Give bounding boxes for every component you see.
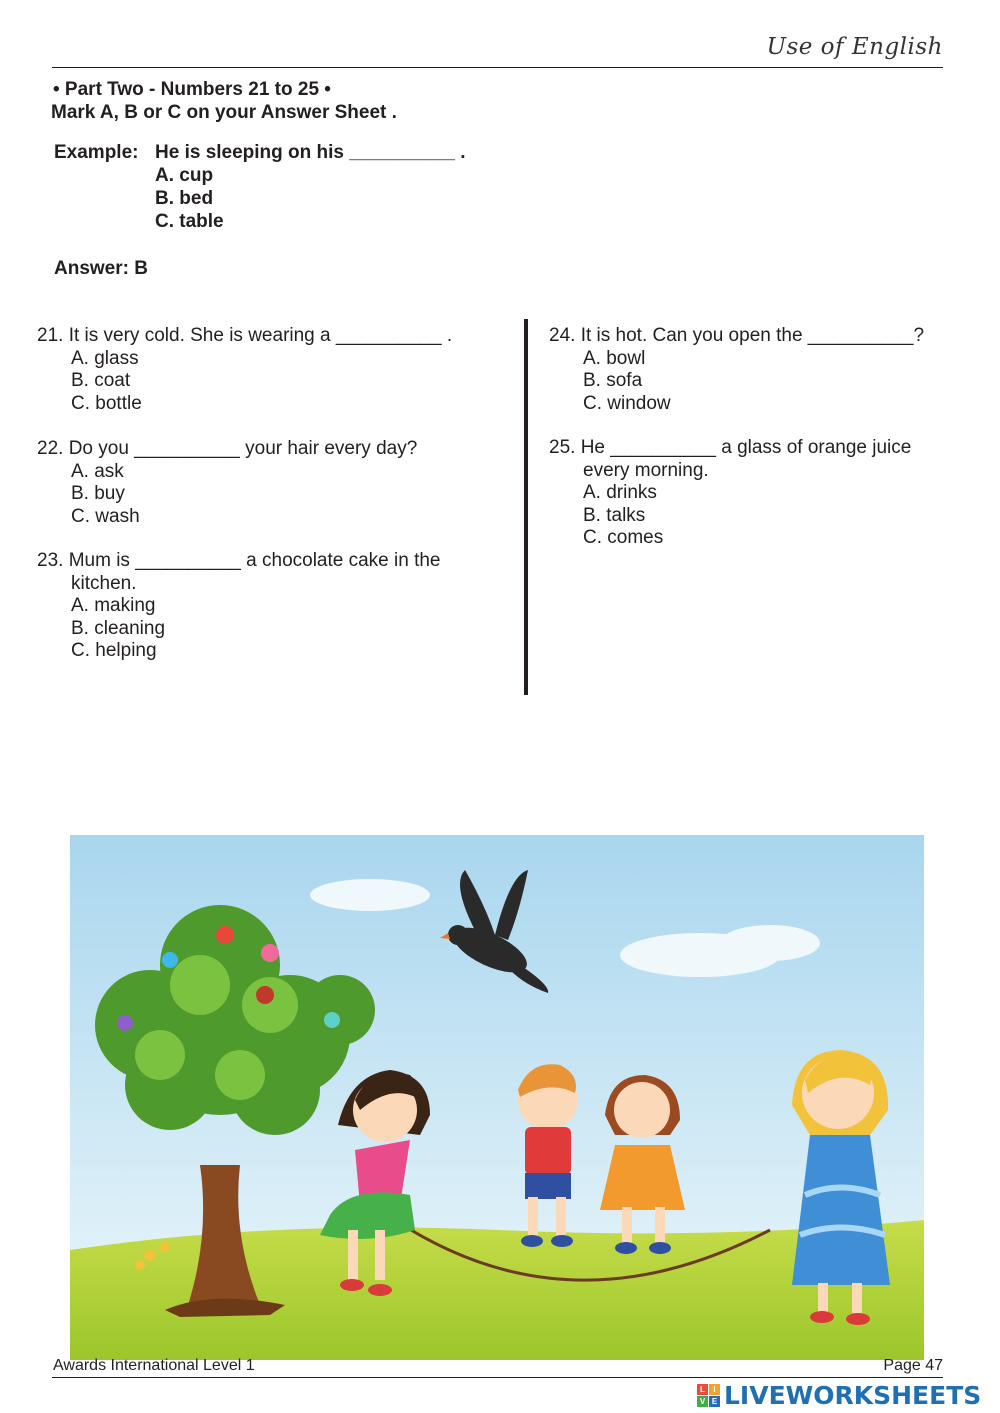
question-number: 23. — [37, 550, 64, 571]
question-number: 22. — [37, 438, 64, 459]
question-number: 25. — [549, 437, 576, 458]
column-divider — [524, 319, 528, 695]
option-a[interactable]: A. ask — [71, 460, 124, 482]
girl-right — [792, 1050, 890, 1325]
option-b[interactable]: B. talks — [583, 504, 646, 526]
liveworksheets-brand[interactable] — [697, 1380, 981, 1410]
question-stem: He __________ a glass of orange juice — [580, 437, 912, 458]
header-title: Use of English — [766, 34, 943, 60]
example-option-a: A. cup — [155, 165, 214, 186]
option-c[interactable]: C. wash — [71, 505, 140, 527]
option-c[interactable]: C. bottle — [71, 392, 142, 414]
question-22 — [37, 438, 417, 528]
example-option-c: C. table — [155, 211, 224, 232]
question-number: 21. — [37, 325, 64, 346]
example-label: Example: — [54, 142, 139, 163]
option-c[interactable]: C. window — [583, 392, 671, 414]
illustration-children-jump-rope — [70, 835, 924, 1360]
option-b[interactable]: B. sofa — [583, 370, 643, 391]
option-b[interactable]: B. coat — [71, 370, 131, 391]
header-rule — [52, 67, 943, 68]
question-23 — [37, 550, 441, 663]
question-stem: Do you __________ your hair every day? — [68, 438, 418, 459]
illustration-svg — [70, 835, 924, 1360]
option-c[interactable]: C. helping — [71, 640, 157, 661]
part-heading: • Part Two - Numbers 21 to 25 • — [53, 79, 331, 100]
question-stem: It is hot. Can you open the __________? — [580, 325, 925, 346]
footer-rule — [52, 1377, 943, 1378]
example-stem: He is sleeping on his __________ . — [155, 142, 466, 163]
question-25 — [549, 437, 911, 550]
liveworksheets-wordmark: LIVEWORKSHEETS — [724, 1380, 982, 1410]
option-b[interactable]: B. cleaning — [71, 617, 166, 639]
question-stem: Mum is __________ a chocolate cake in the — [68, 550, 441, 571]
option-b[interactable]: B. buy — [71, 483, 125, 504]
option-a[interactable]: A. glass — [71, 347, 139, 369]
example-answer: Answer: B — [54, 258, 148, 279]
question-stem: It is very cold. She is wearing a __________ . — [68, 325, 453, 346]
question-24 — [549, 325, 924, 415]
option-c[interactable]: C. comes — [583, 527, 664, 548]
question-number: 24. — [549, 325, 576, 346]
question-21 — [37, 325, 452, 415]
question-stem-continuation: kitchen. — [71, 572, 137, 594]
option-a[interactable]: A. drinks — [583, 482, 657, 503]
option-a[interactable]: A. bowl — [583, 347, 646, 369]
liveworksheets-logo-icon: L I V E — [697, 1384, 720, 1407]
instruction-line: Mark A, B or C on your Answer Sheet . — [51, 102, 397, 123]
question-stem-continuation: every morning. — [583, 459, 709, 481]
option-a[interactable]: A. making — [71, 595, 156, 616]
footer-page-number: Page 47 — [883, 1357, 943, 1374]
footer-left: Awards International Level 1 — [53, 1357, 255, 1374]
example-option-b: B. bed — [155, 188, 214, 209]
